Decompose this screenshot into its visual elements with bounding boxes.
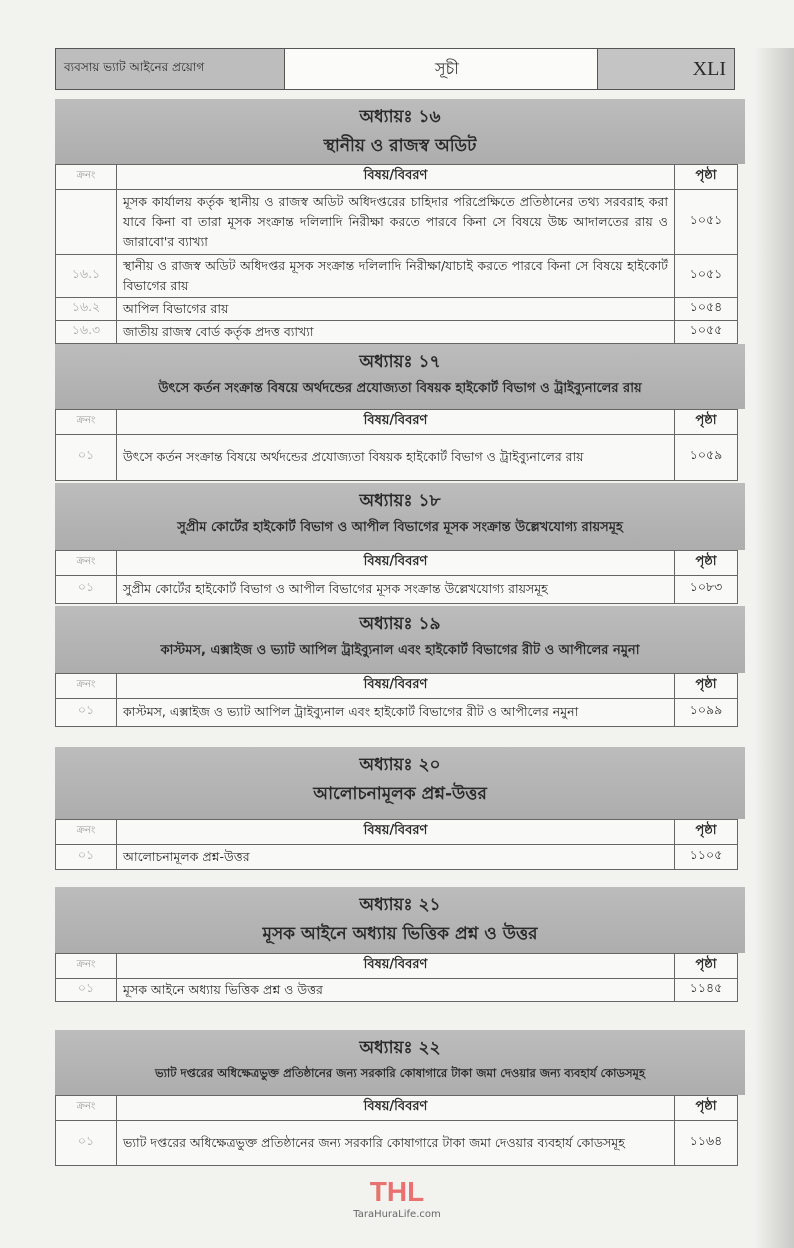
chapter-table xyxy=(55,673,738,727)
section-title: সূচী xyxy=(285,49,597,89)
chapter-number: অধ্যায়ঃ ১৭ xyxy=(359,351,441,372)
column-header-subject: বিষয়/বিবরণ xyxy=(117,1095,675,1120)
watermark-logo xyxy=(297,1176,497,1222)
column-header-page: পৃষ্ঠা xyxy=(675,673,738,698)
chapter-band xyxy=(55,99,745,164)
chapter-title: সুপ্রীম কোর্টের হাইকোর্ট বিভাগ ও আপীল বিভাগের মূসক সংক্রান্ত উল্লেখযোগ্য রায়সমূহ xyxy=(177,519,623,535)
watermark-url: TaraHuraLife.com xyxy=(353,1208,441,1220)
row-page: ১০৫৯ xyxy=(675,434,738,480)
table-row xyxy=(56,575,738,603)
row-subject: সুপ্রীম কোর্টের হাইকোর্ট বিভাগ ও আপীল বিভাগের মূসক সংক্রান্ত উল্লেখযোগ্য রায়সমূহ xyxy=(117,575,675,603)
table-header-row xyxy=(56,673,738,698)
table-of-contents xyxy=(55,99,745,1166)
row-serial: ০১ xyxy=(56,698,117,726)
chapter-table xyxy=(55,164,738,344)
column-header-serial: ক্রনং xyxy=(56,550,117,575)
chapter-band xyxy=(55,887,745,953)
chapter-table xyxy=(55,1095,738,1166)
chapter-section xyxy=(55,483,745,604)
page-edge-shadow xyxy=(754,48,794,1248)
row-subject: আপিল বিভাগের রায় xyxy=(117,297,675,320)
column-header-serial: ক্রনং xyxy=(56,673,117,698)
chapter-band xyxy=(55,344,745,409)
table-row xyxy=(56,189,738,254)
table-row xyxy=(56,434,738,480)
row-serial: ১৬.১ xyxy=(56,254,117,297)
table-header-row xyxy=(56,819,738,844)
row-serial: ০১ xyxy=(56,844,117,869)
table-header-row xyxy=(56,953,738,978)
chapter-number: অধ্যায়ঃ ২০ xyxy=(359,754,441,775)
column-header-serial: ক্রনং xyxy=(56,819,117,844)
row-page: ১০৮৩ xyxy=(675,575,738,603)
book-title: ব্যবসায় ভ্যাট আইনের প্রয়োগ xyxy=(56,49,285,89)
chapter-table xyxy=(55,409,738,481)
chapter-number: অধ্যায়ঃ ১৯ xyxy=(359,613,441,634)
column-header-page: পৃষ্ঠা xyxy=(675,164,738,189)
row-subject: জাতীয় রাজস্ব বোর্ড কর্তৃক প্রদত্ত ব্যাখ্যা xyxy=(117,320,675,343)
row-page: ১০৫১ xyxy=(675,254,738,297)
chapter-table xyxy=(55,819,738,870)
column-header-subject: বিষয়/বিবরণ xyxy=(117,819,675,844)
row-subject: ভ্যাট দপ্তরের অধিক্ষেত্রভুক্ত প্রতিষ্ঠানের জন্য সরকারি কোষাগারে টাকা জমা দেওয়ার ব্যবহার্য কোডসমূহ xyxy=(117,1120,675,1165)
table-row xyxy=(56,297,738,320)
table-row xyxy=(56,254,738,297)
row-serial: ০১ xyxy=(56,1120,117,1165)
chapter-section xyxy=(55,99,745,344)
row-page: ১০৯৯ xyxy=(675,698,738,726)
table-row xyxy=(56,1120,738,1165)
row-page: ১০৫১ xyxy=(675,189,738,254)
row-subject: মূসক আইনে অধ্যায় ভিত্তিক প্রশ্ন ও উত্তর xyxy=(117,978,675,1001)
row-page: ১০৫৫ xyxy=(675,320,738,343)
column-header-serial: ক্রনং xyxy=(56,953,117,978)
chapter-title: কাস্টমস, এক্সাইজ ও ভ্যাট আপিল ট্রাইব্যুনাল এবং হাইকোর্ট বিভাগের রীট ও আপীলের নমুনা xyxy=(160,642,640,658)
chapter-section xyxy=(55,606,745,727)
column-header-subject: বিষয়/বিবরণ xyxy=(117,550,675,575)
row-subject: স্থানীয় ও রাজস্ব অডিট অধিদপ্তর মূসক সংক্রান্ত দলিলাদি নিরীক্ষা/যাচাই করতে পারবে কিনা সে বিষয়ে হাইকোর্ট বিভাগের রায় xyxy=(117,254,675,297)
row-subject: কাস্টমস, এক্সাইজ ও ভ্যাট আপিল ট্রাইব্যুনাল এবং হাইকোর্ট বিভাগের রীট ও আপীলের নমুনা xyxy=(117,698,675,726)
table-header-row xyxy=(56,164,738,189)
column-header-page: পৃষ্ঠা xyxy=(675,953,738,978)
chapter-band xyxy=(55,483,745,550)
row-subject: মূসক কার্যালয় কর্তৃক স্থানীয় ও রাজস্ব অডিট অধিদপ্তরের চাহিদার পরিপ্রেক্ষিতে প্রতিষ্ঠানের তথ্য সরবরাহ করা যাবে কিনা বা তারা মূসক সংক্রান্ত দলিলাদি নিরীক্ষা করতে পারবে কিনা সে বিষয়ে উচ্চ আদালতের রায় ও জারাবো'র ব্যাখ্যা xyxy=(117,189,675,254)
table-header-row xyxy=(56,409,738,434)
chapter-section xyxy=(55,1030,745,1166)
table-header-row xyxy=(56,550,738,575)
row-subject: উৎসে কর্তন সংক্রান্ত বিষয়ে অর্থদন্ডের প্রযোজ্যতা বিষয়ক হাইকোর্ট বিভাগ ও ট্রাইব্যুনালের রায় xyxy=(117,434,675,480)
column-header-serial: ক্রনং xyxy=(56,409,117,434)
chapter-section xyxy=(55,887,745,1002)
chapter-number: অধ্যায়ঃ ১৮ xyxy=(359,490,441,511)
column-header-page: পৃষ্ঠা xyxy=(675,550,738,575)
row-serial: ০১ xyxy=(56,978,117,1001)
chapter-number: অধ্যায়ঃ ১৬ xyxy=(359,107,441,127)
chapter-title: মূসক আইনে অধ্যায় ভিত্তিক প্রশ্ন ও উত্তর xyxy=(262,923,538,944)
column-header-subject: বিষয়/বিবরণ xyxy=(117,409,675,434)
chapter-number: অধ্যায়ঃ ২১ xyxy=(359,894,441,915)
chapter-band xyxy=(55,747,745,819)
table-row xyxy=(56,844,738,869)
chapter-band xyxy=(55,606,745,673)
column-header-serial: ক্রনং xyxy=(56,1095,117,1120)
column-header-page: পৃষ্ঠা xyxy=(675,819,738,844)
column-header-subject: বিষয়/বিবরণ xyxy=(117,953,675,978)
row-page: ১১৬৪ xyxy=(675,1120,738,1165)
row-serial: ১৬.২ xyxy=(56,297,117,320)
chapter-title: ভ্যাট দপ্তরের অধিক্ষেত্রভুক্ত প্রতিষ্ঠানের জন্য সরকারি কোষাগারে টাকা জমা দেওয়ার জন্য ব্যবহার্য কোডসমূহ xyxy=(155,1065,645,1080)
chapter-title: উৎসে কর্তন সংক্রান্ত বিষয়ে অর্থদন্ডের প্রযোজ্যতা বিষয়ক হাইকোর্ট বিভাগ ও ট্রাইব্যুনালের রায় xyxy=(158,380,642,396)
chapter-number: অধ্যায়ঃ ২২ xyxy=(359,1037,441,1058)
chapter-table xyxy=(55,953,738,1002)
table-row xyxy=(56,698,738,726)
chapter-section xyxy=(55,747,745,870)
column-header-subject: বিষয়/বিবরণ xyxy=(117,164,675,189)
page-number: XLI xyxy=(597,49,734,89)
table-header-row xyxy=(56,1095,738,1120)
column-header-page: পৃষ্ঠা xyxy=(675,1095,738,1120)
column-header-page: পৃষ্ঠা xyxy=(675,409,738,434)
running-header xyxy=(55,48,735,90)
column-header-serial: ক্রনং xyxy=(56,164,117,189)
row-serial: ১৬.৩ xyxy=(56,320,117,343)
chapter-table xyxy=(55,550,738,604)
chapter-band xyxy=(55,1030,745,1095)
row-serial xyxy=(56,189,117,254)
chapter-section xyxy=(55,344,745,481)
row-page: ১১৪৫ xyxy=(675,978,738,1001)
row-subject: আলোচনামূলক প্রশ্ন-উত্তর xyxy=(117,844,675,869)
column-header-subject: বিষয়/বিবরণ xyxy=(117,673,675,698)
row-serial: ০১ xyxy=(56,575,117,603)
row-serial: ০১ xyxy=(56,434,117,480)
row-page: ১১০৫ xyxy=(675,844,738,869)
watermark-logo-text: THL xyxy=(369,1175,425,1207)
chapter-title: আলোচনামূলক প্রশ্ন-উত্তর xyxy=(313,783,487,804)
table-row xyxy=(56,978,738,1001)
row-page: ১০৫৪ xyxy=(675,297,738,320)
table-row xyxy=(56,320,738,343)
chapter-title: স্থানীয় ও রাজস্ব অডিট xyxy=(323,136,477,156)
